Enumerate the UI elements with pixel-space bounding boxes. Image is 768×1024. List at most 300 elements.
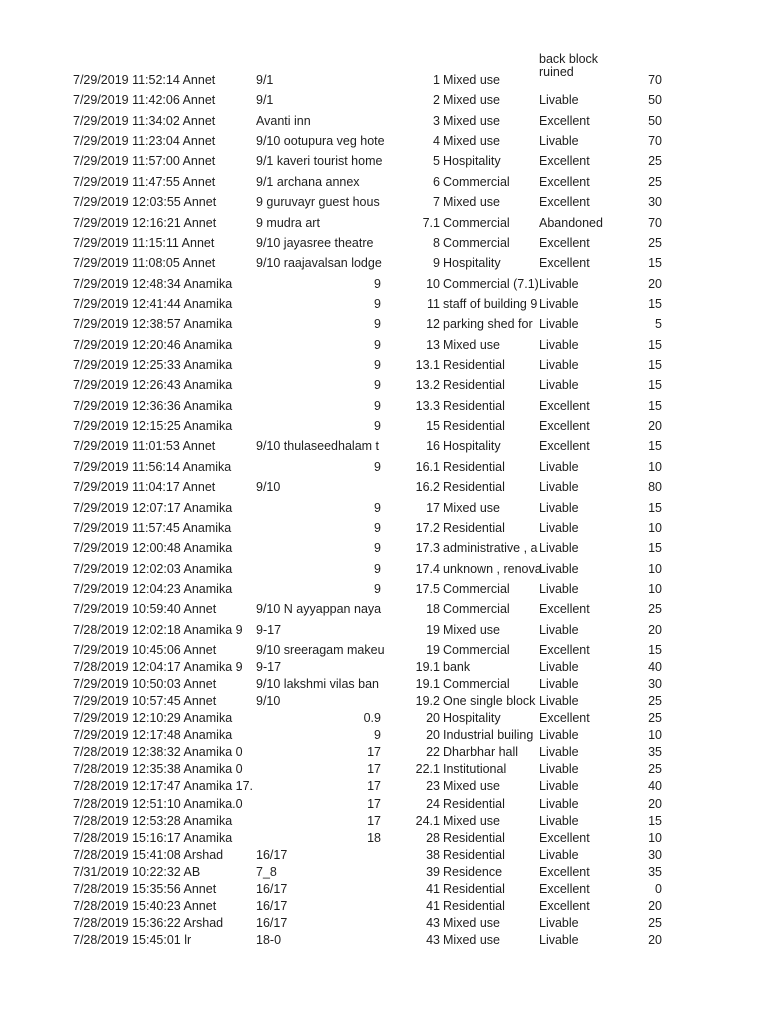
condition-cell: Excellent: [539, 174, 590, 189]
score-cell: 10: [648, 728, 662, 743]
location-cell: 9/10 lakshmi vilas ban: [256, 677, 379, 692]
timestamp-submitter-cell: 7/28/2019 15:16:17 Anamika: [73, 830, 233, 845]
location-cell: 18-0: [256, 933, 282, 948]
table-row: [0, 728, 768, 742]
location-cell: 9/10 ootupura veg hote: [256, 134, 385, 149]
condition-cell: Excellent: [539, 864, 590, 879]
condition-cell: Livable: [539, 358, 579, 373]
score-cell: 15: [648, 643, 662, 658]
building-id-cell: 4: [433, 134, 440, 149]
score-cell: 35: [648, 864, 662, 879]
location-cell: 9/10 thulaseedhalam t: [256, 439, 380, 454]
table-row: [0, 52, 768, 87]
timestamp-submitter-cell: 7/28/2019 12:38:32 Anamika 0: [73, 745, 243, 760]
building-id-cell: 41: [426, 881, 440, 896]
timestamp-submitter-cell: 7/29/2019 12:16:21 Annet: [73, 215, 217, 230]
timestamp-submitter-cell: 7/28/2019 12:53:28 Anamika: [73, 813, 233, 828]
table-row: [0, 694, 768, 708]
building-use-cell: Hospitality: [443, 256, 501, 271]
table-row: [0, 358, 768, 372]
building-id-cell: 3: [433, 113, 440, 128]
ward-number-cell: 9: [374, 317, 381, 332]
building-id-cell: 13.2: [415, 378, 440, 393]
building-use-cell: Commercial: [443, 582, 510, 596]
table-row: [0, 338, 768, 352]
timestamp-submitter-cell: 7/28/2019 15:41:08 Arshad: [73, 847, 224, 862]
building-use-cell: administrative , a: [443, 541, 538, 556]
timestamp-submitter-cell: 7/29/2019 11:47:55 Annet: [73, 174, 216, 189]
building-id-cell: 13: [426, 337, 440, 352]
ward-number-cell: 9: [374, 358, 381, 373]
ward-number-cell: 17: [367, 813, 381, 828]
building-use-cell: staff of building 9: [443, 296, 538, 311]
score-cell: 15: [648, 256, 662, 271]
condition-cell: Livable: [539, 677, 579, 692]
table-row: [0, 797, 768, 811]
table-row: [0, 419, 768, 433]
location-cell: 9/1 kaveri tourist home: [256, 154, 383, 169]
ward-number-cell: 17: [367, 779, 381, 794]
building-id-cell: 12: [426, 317, 440, 332]
table-row: [0, 114, 768, 128]
condition-cell: Excellent: [539, 419, 590, 434]
condition-cell: Excellent: [539, 602, 590, 617]
timestamp-submitter-cell: 7/29/2019 12:26:43 Anamika: [73, 378, 233, 393]
score-cell: 25: [648, 602, 662, 617]
table-row: [0, 378, 768, 392]
table-row: [0, 831, 768, 845]
condition-cell: Excellent: [539, 711, 590, 726]
timestamp-submitter-cell: 7/29/2019 10:59:40 Annet: [73, 602, 217, 617]
building-use-cell: Mixed use: [443, 622, 500, 637]
building-use-cell: Residential: [443, 881, 505, 896]
score-cell: 0: [655, 881, 662, 896]
score-cell: 40: [648, 779, 662, 794]
building-use-cell: Mixed use: [443, 195, 500, 210]
building-id-cell: 17.2: [415, 520, 440, 535]
table-row: [0, 175, 768, 189]
ward-number-cell: 9: [374, 500, 381, 515]
table-row: [0, 865, 768, 879]
score-cell: 5: [655, 317, 662, 332]
building-use-cell: Residence: [443, 864, 503, 879]
building-use-cell: Residential: [443, 796, 505, 811]
timestamp-submitter-cell: 7/29/2019 10:45:06 Annet: [73, 643, 217, 658]
building-use-cell: Residential: [443, 480, 505, 495]
score-cell: 15: [648, 541, 662, 556]
table-row: [0, 623, 768, 637]
table-row: [0, 134, 768, 148]
building-id-cell: 41: [426, 898, 440, 913]
table-row: [0, 779, 768, 793]
building-use-cell: Commercial: [443, 174, 510, 189]
building-use-cell: Mixed use: [443, 337, 500, 352]
location-cell: 9 guruvayr guest hous: [256, 195, 380, 210]
condition-cell: Livable: [539, 337, 579, 352]
building-id-cell: 43: [426, 915, 440, 930]
ward-number-cell: 9: [374, 582, 381, 596]
score-cell: 15: [648, 378, 662, 393]
table-row: [0, 643, 768, 657]
building-id-cell: 13.1: [415, 358, 440, 373]
condition-cell: Excellent: [539, 830, 590, 845]
score-cell: 10: [648, 520, 662, 535]
timestamp-submitter-cell: 7/28/2019 12:35:38 Anamika 0: [73, 762, 243, 777]
score-cell: 15: [648, 813, 662, 828]
timestamp-submitter-cell: 7/29/2019 12:00:48 Anamika: [73, 541, 233, 556]
building-use-cell: Commercial: [443, 235, 510, 250]
building-id-cell: 10: [426, 276, 440, 291]
condition-cell: Livable: [539, 541, 579, 556]
ward-number-cell: 9: [374, 561, 381, 576]
table-row: [0, 521, 768, 535]
building-id-cell: 19.1: [415, 660, 440, 675]
building-use-cell: Mixed use: [443, 500, 500, 515]
condition-cell: Excellent: [539, 235, 590, 250]
building-use-cell: Commercial: [443, 602, 510, 617]
condition-cell: Abandoned: [539, 215, 603, 230]
timestamp-submitter-cell: 7/29/2019 10:50:03 Annet: [73, 677, 217, 692]
timestamp-submitter-cell: 7/28/2019 12:04:17 Anamika 9: [73, 660, 243, 675]
timestamp-submitter-cell: 7/29/2019 12:25:33 Anamika: [73, 358, 233, 373]
condition-cell: Excellent: [539, 439, 590, 454]
building-id-cell: 24: [426, 796, 440, 811]
timestamp-submitter-cell: 7/29/2019 11:01:53 Annet: [73, 439, 216, 454]
ward-number-cell: 9: [374, 337, 381, 352]
score-cell: 25: [648, 235, 662, 250]
timestamp-submitter-cell: 7/28/2019 15:36:22 Arshad: [73, 915, 224, 930]
score-cell: 25: [648, 694, 662, 709]
score-cell: 50: [648, 93, 662, 108]
building-use-cell: Mixed use: [443, 813, 500, 828]
location-cell: 9/10: [256, 694, 281, 709]
condition-cell: Excellent: [539, 398, 590, 413]
location-cell: 9-17: [256, 622, 282, 637]
building-use-cell: unknown , renova: [443, 561, 542, 576]
timestamp-submitter-cell: 7/29/2019 12:03:55 Annet: [73, 195, 217, 210]
condition-cell: Excellent: [539, 643, 590, 658]
condition-cell: Livable: [539, 378, 579, 393]
condition-cell: Livable: [539, 813, 579, 828]
timestamp-submitter-cell: 7/29/2019 12:15:25 Anamika: [73, 419, 233, 434]
timestamp-submitter-cell: 7/29/2019 10:57:45 Annet: [73, 694, 217, 709]
timestamp-submitter-cell: 7/29/2019 12:20:46 Anamika: [73, 337, 233, 352]
location-cell: 16/17: [256, 847, 288, 862]
condition-cell: Livable: [539, 93, 579, 108]
condition-cell: Livable: [539, 520, 579, 535]
condition-cell: Excellent: [539, 881, 590, 896]
building-id-cell: 8: [433, 235, 440, 250]
score-cell: 30: [648, 677, 662, 692]
building-id-cell: 43: [426, 933, 440, 948]
timestamp-submitter-cell: 7/29/2019 11:23:04 Annet: [73, 134, 216, 149]
building-use-cell: Commercial: [443, 677, 510, 692]
building-id-cell: 38: [426, 847, 440, 862]
building-use-cell: Hospitality: [443, 154, 501, 169]
score-cell: 70: [648, 73, 662, 87]
building-use-cell: bank: [443, 660, 471, 675]
building-use-cell: Mixed use: [443, 134, 500, 149]
location-cell: 9-17: [256, 660, 282, 675]
ward-number-cell: 17: [367, 762, 381, 777]
condition-cell: Livable: [539, 762, 579, 777]
ward-number-cell: 17: [367, 745, 381, 760]
score-cell: 35: [648, 745, 662, 760]
timestamp-submitter-cell: 7/29/2019 11:52:14 Annet: [73, 73, 216, 87]
building-use-cell: Residential: [443, 398, 505, 413]
condition-cell: Excellent: [539, 113, 590, 128]
table-row: [0, 660, 768, 674]
score-cell: 25: [648, 915, 662, 930]
table-row: [0, 848, 768, 862]
table-row: [0, 216, 768, 230]
condition-cell: Excellent: [539, 898, 590, 913]
table-row: [0, 399, 768, 413]
building-use-cell: Mixed use: [443, 113, 500, 128]
timestamp-submitter-cell: 7/29/2019 12:17:48 Anamika: [73, 728, 233, 743]
location-cell: 16/17: [256, 915, 288, 930]
score-cell: 15: [648, 358, 662, 373]
building-id-cell: 6: [433, 174, 440, 189]
building-id-cell: 17: [426, 500, 440, 515]
condition-cell: Livable: [539, 694, 579, 709]
condition-cell: Livable: [539, 622, 579, 637]
condition-cell: Livable: [539, 276, 579, 291]
table-row: [0, 277, 768, 291]
table-row: [0, 460, 768, 474]
location-cell: 16/17: [256, 898, 288, 913]
table-row: [0, 541, 768, 555]
condition-cell: Livable: [539, 728, 579, 743]
table-row: [0, 562, 768, 576]
timestamp-submitter-cell: 7/28/2019 12:51:10 Anamika.0: [73, 796, 243, 811]
building-use-cell: Institutional: [443, 762, 507, 777]
table-row: [0, 933, 768, 947]
table-row: [0, 582, 768, 596]
table-row: [0, 745, 768, 759]
building-use-cell: Commercial: [443, 215, 510, 230]
score-cell: 15: [648, 439, 662, 454]
timestamp-submitter-cell: 7/28/2019 15:45:01 lr: [73, 933, 192, 948]
building-use-cell: Hospitality: [443, 711, 501, 726]
timestamp-submitter-cell: 7/29/2019 11:08:05 Annet: [73, 256, 216, 271]
ward-number-cell: 9: [374, 520, 381, 535]
table-row: [0, 762, 768, 776]
table-row: [0, 711, 768, 725]
score-cell: 10: [648, 582, 662, 596]
timestamp-submitter-cell: 7/29/2019 12:36:36 Anamika: [73, 398, 233, 413]
ward-number-cell: 9: [374, 541, 381, 556]
table-row: [0, 93, 768, 107]
building-use-cell: Commercial (7.1): [443, 276, 539, 291]
score-cell: 15: [648, 398, 662, 413]
location-cell: 16/17: [256, 881, 288, 896]
table-row: [0, 916, 768, 930]
building-id-cell: 1: [433, 73, 440, 87]
building-use-cell: Mixed use: [443, 93, 500, 108]
score-cell: 20: [648, 419, 662, 434]
ward-number-cell: 9: [374, 296, 381, 311]
score-cell: 70: [648, 215, 662, 230]
building-id-cell: 13.3: [415, 398, 440, 413]
condition-cell: Livable: [539, 561, 579, 576]
condition-cell: Excellent: [539, 256, 590, 271]
timestamp-submitter-cell: 7/29/2019 12:07:17 Anamika: [73, 500, 233, 515]
score-cell: 80: [648, 480, 662, 495]
building-use-cell: Mixed use: [443, 915, 500, 930]
ward-number-cell: 0.9: [363, 711, 381, 726]
building-use-cell: Residential: [443, 459, 505, 474]
building-id-cell: 39: [426, 864, 440, 879]
timestamp-submitter-cell: 7/28/2019 12:02:18 Anamika 9: [73, 622, 243, 637]
score-cell: 15: [648, 500, 662, 515]
location-cell: 9/1: [256, 73, 274, 87]
score-cell: 20: [648, 933, 662, 948]
location-cell: 9/1 archana annex: [256, 174, 360, 189]
building-id-cell: 23: [426, 779, 440, 794]
ward-number-cell: 9: [374, 276, 381, 291]
condition-cell: Livable: [539, 480, 579, 495]
building-use-cell: Mixed use: [443, 779, 500, 794]
score-cell: 30: [648, 847, 662, 862]
building-id-cell: 17.4: [415, 561, 440, 576]
timestamp-submitter-cell: 7/29/2019 11:04:17 Annet: [73, 480, 216, 495]
building-id-cell: 20: [426, 711, 440, 726]
building-use-cell: Dharbhar hall: [443, 745, 519, 760]
timestamp-submitter-cell: 7/29/2019 11:34:02 Annet: [73, 113, 216, 128]
building-id-cell: 19.1: [415, 677, 440, 692]
table-row: [0, 814, 768, 828]
condition-cell: Livable: [539, 317, 579, 332]
score-cell: 50: [648, 113, 662, 128]
table-row: [0, 256, 768, 270]
timestamp-submitter-cell: 7/29/2019 11:56:14 Anamika: [73, 459, 232, 474]
score-cell: 10: [648, 459, 662, 474]
table-row: [0, 439, 768, 453]
timestamp-submitter-cell: 7/29/2019 11:15:11 Annet: [73, 235, 215, 250]
score-cell: 15: [648, 296, 662, 311]
score-cell: 20: [648, 898, 662, 913]
building-use-cell: Residential: [443, 898, 505, 913]
condition-cell: Livable: [539, 779, 579, 794]
table-row: [0, 317, 768, 331]
table-row: [0, 480, 768, 494]
location-cell: 7_8: [256, 864, 277, 879]
condition-cell: Livable: [539, 915, 579, 930]
building-use-cell: Residential: [443, 358, 505, 373]
ward-number-cell: 9: [374, 459, 381, 474]
location-cell: 9 mudra art: [256, 215, 320, 230]
building-use-cell: Hospitality: [443, 439, 501, 454]
building-use-cell: Residential: [443, 830, 505, 845]
table-row: [0, 501, 768, 515]
table-row: [0, 677, 768, 691]
table-row: [0, 154, 768, 168]
table-row: [0, 195, 768, 209]
building-id-cell: 28: [426, 830, 440, 845]
building-id-cell: 24.1: [415, 813, 440, 828]
score-cell: 10: [648, 561, 662, 576]
building-use-cell: Mixed use: [443, 933, 500, 948]
score-cell: 40: [648, 660, 662, 675]
score-cell: 10: [648, 830, 662, 845]
building-id-cell: 9: [433, 256, 440, 271]
timestamp-submitter-cell: 7/29/2019 12:10:29 Anamika: [73, 711, 233, 726]
condition-cell: Livable: [539, 933, 579, 948]
building-use-cell: Industrial builing: [443, 728, 534, 743]
location-cell: 9/10 sreeragam makeu: [256, 643, 385, 658]
building-id-cell: 2: [433, 93, 440, 108]
building-id-cell: 16: [426, 439, 440, 454]
building-id-cell: 19: [426, 643, 440, 658]
condition-cell: Livable: [539, 847, 579, 862]
location-cell: Avanti inn: [256, 113, 311, 128]
condition-cell: Livable: [539, 745, 579, 760]
ward-number-cell: 9: [374, 398, 381, 413]
location-cell: 9/1: [256, 93, 274, 108]
building-use-cell: Residential: [443, 419, 505, 434]
table-row: [0, 882, 768, 896]
score-cell: 20: [648, 622, 662, 637]
score-cell: 25: [648, 174, 662, 189]
building-id-cell: 17.3: [415, 541, 440, 556]
condition-cell: Livable: [539, 459, 579, 474]
building-id-cell: 18: [426, 602, 440, 617]
condition-cell: Excellent: [539, 195, 590, 210]
score-cell: 70: [648, 134, 662, 149]
table-row: [0, 297, 768, 311]
timestamp-submitter-cell: 7/28/2019 12:17:47 Anamika 17.: [73, 779, 254, 794]
building-id-cell: 5: [433, 154, 440, 169]
timestamp-submitter-cell: 7/29/2019 12:02:03 Anamika: [73, 561, 233, 576]
building-id-cell: 11: [427, 296, 440, 311]
score-cell: 15: [648, 337, 662, 352]
building-id-cell: 7: [433, 195, 440, 210]
condition-cell: Livable: [539, 796, 579, 811]
building-use-cell: One single block: [443, 694, 536, 709]
building-id-cell: 20: [426, 728, 440, 743]
score-cell: 25: [648, 762, 662, 777]
building-use-cell: Mixed use: [443, 73, 500, 87]
score-cell: 30: [648, 195, 662, 210]
timestamp-submitter-cell: 7/28/2019 15:40:23 Annet: [73, 898, 217, 913]
score-cell: 20: [648, 276, 662, 291]
building-id-cell: 22.1: [415, 762, 440, 777]
location-cell: 9/10 N ayyappan naya: [256, 602, 382, 617]
timestamp-submitter-cell: 7/29/2019 12:04:23 Anamika: [73, 582, 233, 596]
timestamp-submitter-cell: 7/29/2019 12:38:57 Anamika: [73, 317, 233, 332]
building-id-cell: 17.5: [415, 582, 440, 596]
condition-cell: Excellent: [539, 154, 590, 169]
building-use-cell: Commercial: [443, 643, 510, 658]
building-use-cell: Residential: [443, 847, 505, 862]
timestamp-submitter-cell: 7/29/2019 11:42:06 Annet: [73, 93, 216, 108]
table-row: [0, 236, 768, 250]
ward-number-cell: 9: [374, 419, 381, 434]
building-use-cell: parking shed for: [443, 317, 533, 332]
score-cell: 20: [648, 796, 662, 811]
condition-cell: Livable: [539, 660, 579, 675]
building-id-cell: 16.1: [415, 459, 440, 474]
location-cell: 9/10 raajavalsan lodge: [256, 256, 382, 271]
location-cell: 9/10: [256, 480, 281, 495]
building-id-cell: 19.2: [415, 694, 440, 709]
building-id-cell: 22: [426, 745, 440, 760]
score-cell: 25: [648, 154, 662, 169]
timestamp-submitter-cell: 7/28/2019 15:35:56 Annet: [73, 881, 217, 896]
ward-number-cell: 18: [367, 830, 381, 845]
timestamp-submitter-cell: 7/29/2019 11:57:00 Annet: [73, 154, 216, 169]
